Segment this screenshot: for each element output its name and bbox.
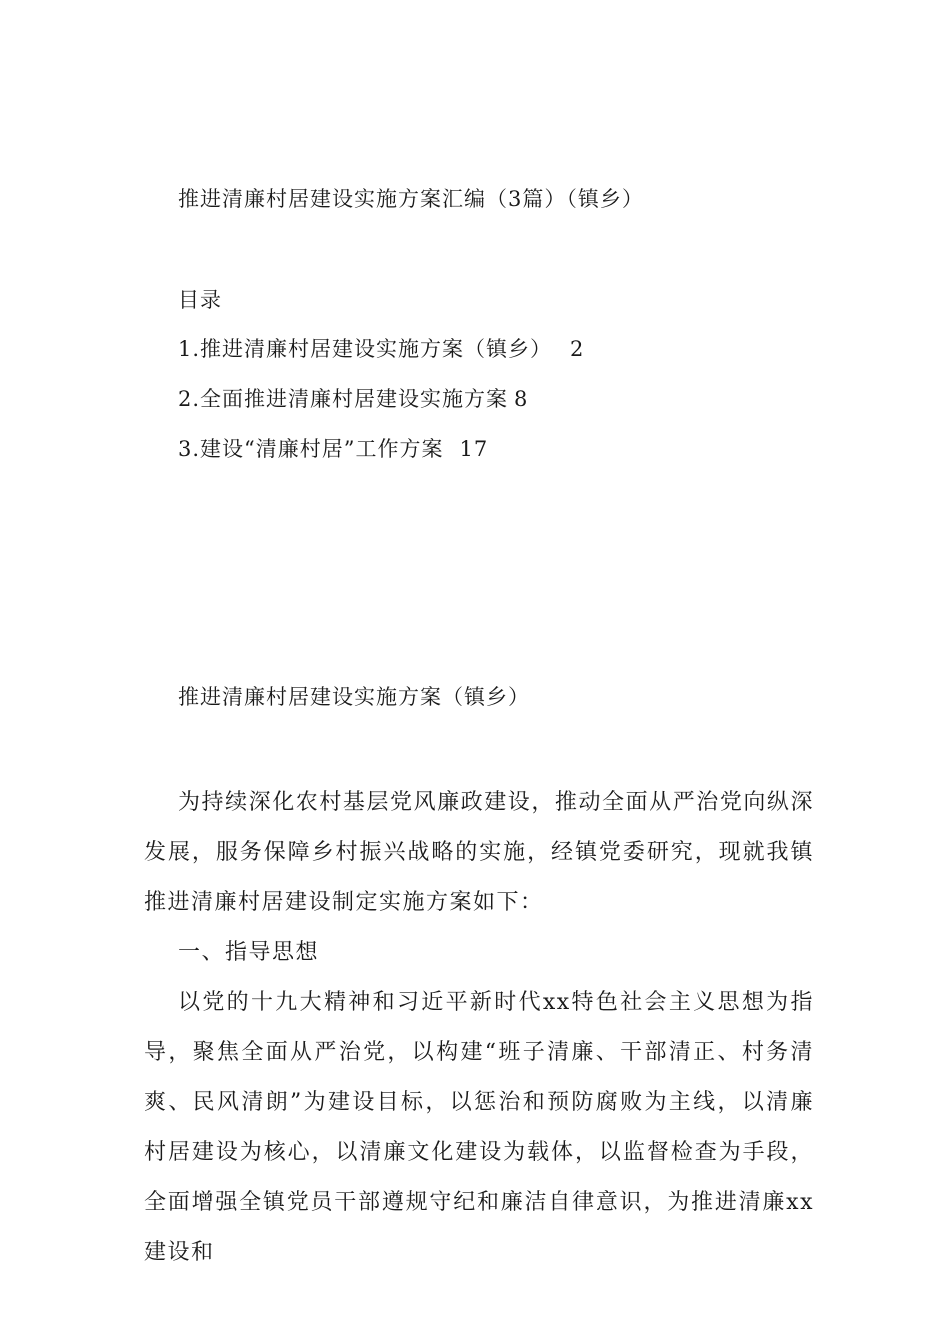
toc-item[interactable] (178, 384, 528, 414)
toc-item-page: 8 (514, 387, 529, 411)
section-heading: 一、指导思想 (178, 940, 320, 965)
toc-item-page: 17 (459, 437, 489, 461)
body-paragraph: 以党的十九大精神和习近平新时代xx特色社会主义思想为指导，聚焦全面从严治党，以构建“班子清廉、干部清正、村务清爽、民风清朗”为建设目标，以惩治和预防腐败为主线，以清廉村居建设为核心，以清廉文化建设为载体，以监督检查为手段，全面增强全镇党员干部遵规守纪和廉洁自律意识，为推进清廉xx建设和 (144, 990, 814, 1265)
toc-item-label: 2.全面推进清廉村居建设实施方案 (178, 387, 509, 411)
section-title: 推进清廉村居建设实施方案（镇乡） (178, 685, 530, 709)
toc-item-label: 3.建设“清廉村居”工作方案 (178, 437, 444, 461)
toc-item[interactable] (178, 334, 584, 364)
toc-item-page: 2 (570, 337, 585, 361)
toc-heading: 目录 (178, 288, 222, 312)
intro-paragraph: 为持续深化农村基层党风廉政建设，推动全面从严治党向纵深发展，服务保障乡村振兴战略的实施，经镇党委研究，现就我镇推进清廉村居建设制定实施方案如下： (144, 790, 814, 915)
document-title: 推进清廉村居建设实施方案汇编（3篇）（镇乡） (178, 187, 644, 211)
toc-item[interactable] (178, 434, 488, 464)
toc-item-label: 1.推进清廉村居建设实施方案（镇乡） (178, 337, 553, 361)
